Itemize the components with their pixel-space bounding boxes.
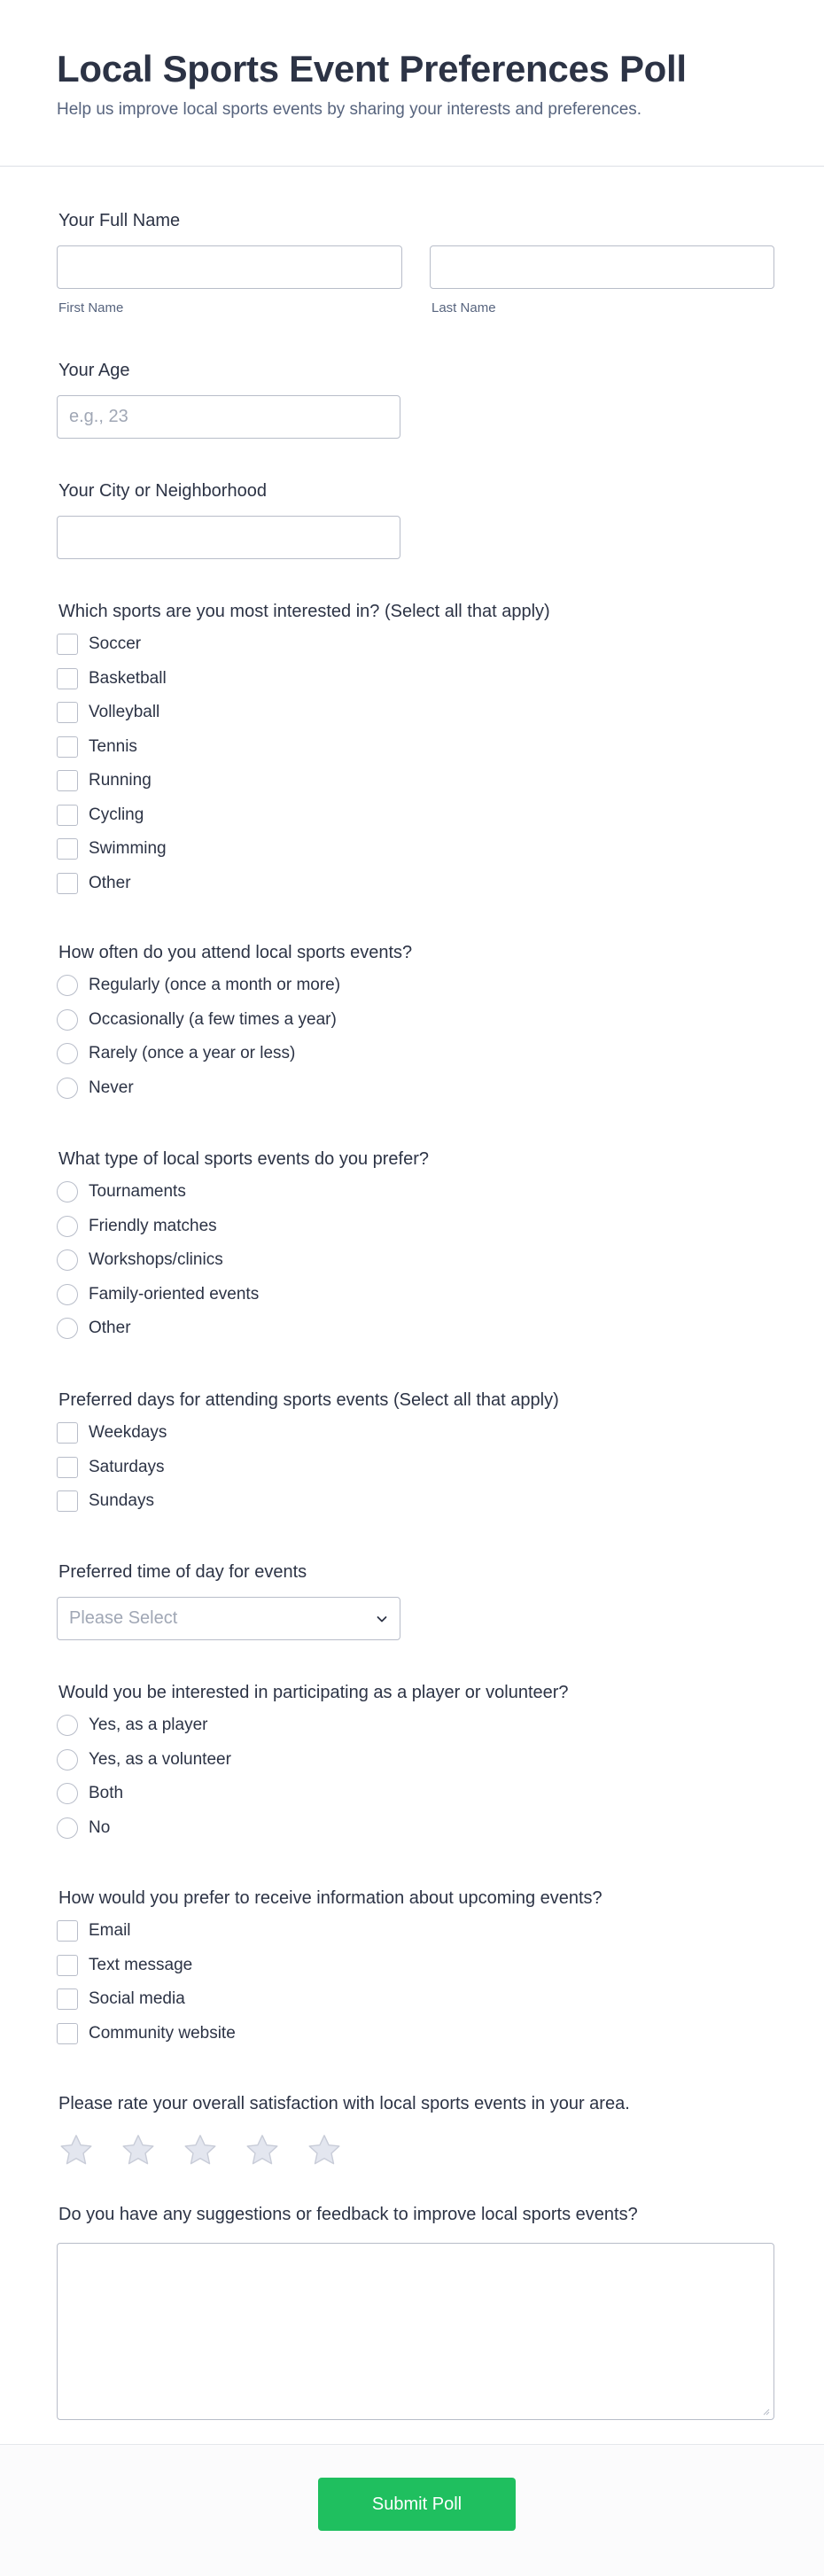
sports-option[interactable]: Tennis [57, 730, 774, 765]
checkbox[interactable] [57, 873, 78, 894]
radio-button[interactable] [57, 1284, 78, 1305]
city-field [57, 480, 774, 559]
days-option[interactable]: Sundays [57, 1484, 774, 1519]
submit-button[interactable]: Submit Poll [318, 2478, 516, 2531]
checkbox[interactable] [57, 2023, 78, 2044]
sports-options [57, 627, 774, 900]
checkbox[interactable] [57, 702, 78, 723]
age-label: Your Age [58, 361, 130, 380]
suggestions-field [57, 2204, 774, 2420]
info-channel-option[interactable]: Social media [57, 1982, 774, 2017]
frequency-label: How often do you attend local sports events? [58, 943, 413, 962]
days-option[interactable]: Saturdays [57, 1451, 774, 1485]
event-type-option[interactable]: Tournaments [57, 1175, 774, 1210]
checkbox[interactable] [57, 736, 78, 758]
star-icon[interactable] [182, 2132, 219, 2169]
participation-option[interactable]: Both [57, 1777, 774, 1811]
checkbox[interactable] [57, 668, 78, 689]
frequency-option[interactable]: Rarely (once a year or less) [57, 1037, 774, 1071]
checkbox[interactable] [57, 1457, 78, 1478]
city-label: Your City or Neighborhood [58, 481, 267, 501]
sports-option[interactable]: Basketball [57, 662, 774, 697]
frequency-field [57, 942, 774, 1105]
sports-option[interactable]: Soccer [57, 627, 774, 662]
sports-option[interactable]: Swimming [57, 832, 774, 867]
info-channel-option[interactable]: Email [57, 1914, 774, 1949]
participation-option[interactable]: No [57, 1811, 774, 1846]
info-channel-option[interactable]: Community website [57, 2017, 774, 2051]
event-type-field [57, 1148, 774, 1346]
star-icon[interactable] [58, 2132, 95, 2169]
info-channel-label: How would you prefer to receive information about upcoming events? [58, 1888, 602, 1908]
rating-label: Please rate your overall satisfaction with local sports events in your area. [58, 2094, 630, 2113]
event-type-option[interactable]: Other [57, 1311, 774, 1346]
frequency-option[interactable]: Never [57, 1071, 774, 1106]
rating-field [57, 2093, 774, 2169]
event-type-option[interactable]: Family-oriented events [57, 1278, 774, 1312]
star-rating [57, 2132, 774, 2169]
checkbox[interactable] [57, 1955, 78, 1976]
days-options [57, 1416, 774, 1519]
radio-button[interactable] [57, 1216, 78, 1237]
days-label: Preferred days for attending sports events (Select all that apply) [58, 1390, 559, 1410]
info-channel-field [57, 1887, 774, 2051]
radio-button[interactable] [57, 1715, 78, 1736]
radio-button[interactable] [57, 975, 78, 996]
first-name-sublabel: First Name [58, 300, 124, 315]
time-of-day-field [57, 1561, 774, 1640]
frequency-option[interactable]: Regularly (once a month or more) [57, 969, 774, 1003]
radio-button[interactable] [57, 1817, 78, 1839]
sports-option[interactable]: Running [57, 764, 774, 798]
radio-button[interactable] [57, 1078, 78, 1099]
checkbox[interactable] [57, 770, 78, 791]
full-name-field [57, 210, 774, 315]
city-input[interactable] [57, 516, 400, 559]
star-icon[interactable] [120, 2132, 157, 2169]
radio-button[interactable] [57, 1783, 78, 1804]
star-icon[interactable] [244, 2132, 281, 2169]
chevron-down-icon [375, 1612, 389, 1626]
radio-button[interactable] [57, 1043, 78, 1064]
radio-button[interactable] [57, 1181, 78, 1202]
checkbox[interactable] [57, 1490, 78, 1512]
frequency-options [57, 969, 774, 1105]
event-type-option[interactable]: Friendly matches [57, 1210, 774, 1244]
info-channel-options [57, 1914, 774, 2051]
radio-button[interactable] [57, 1249, 78, 1271]
form-header [0, 0, 824, 167]
page-title: Local Sports Event Preferences Poll [57, 48, 687, 89]
sports-label: Which sports are you most interested in? (Select all that apply) [58, 602, 550, 621]
page-subtitle: Help us improve local sports events by sharing your interests and preferences. [57, 100, 642, 119]
age-field [57, 360, 774, 439]
participation-field [57, 1682, 774, 1845]
checkbox[interactable] [57, 805, 78, 826]
last-name-sublabel: Last Name [431, 300, 496, 315]
days-field [57, 1389, 774, 1519]
event-type-option[interactable]: Workshops/clinics [57, 1243, 774, 1278]
checkbox[interactable] [57, 838, 78, 860]
radio-button[interactable] [57, 1749, 78, 1771]
sports-option[interactable]: Other [57, 867, 774, 901]
checkbox[interactable] [57, 1920, 78, 1942]
info-channel-option[interactable]: Text message [57, 1949, 774, 1983]
select-placeholder: Please Select [69, 1608, 178, 1628]
suggestions-label: Do you have any suggestions or feedback to improve local sports events? [58, 2205, 638, 2224]
checkbox[interactable] [57, 1422, 78, 1444]
sports-option[interactable]: Volleyball [57, 696, 774, 730]
last-name-input[interactable] [430, 245, 774, 289]
days-option[interactable]: Weekdays [57, 1416, 774, 1451]
radio-button[interactable] [57, 1318, 78, 1339]
participation-label: Would you be interested in participating as a player or volunteer? [58, 1683, 569, 1702]
full-name-label: Your Full Name [58, 211, 181, 230]
first-name-input[interactable] [57, 245, 402, 289]
checkbox[interactable] [57, 634, 78, 655]
event-type-options [57, 1175, 774, 1346]
radio-button[interactable] [57, 1009, 78, 1031]
star-icon[interactable] [306, 2132, 343, 2169]
suggestions-textarea[interactable] [57, 2243, 774, 2420]
sports-field [57, 601, 774, 900]
sports-option[interactable]: Cycling [57, 798, 774, 833]
resize-handle-icon[interactable] [761, 2407, 770, 2416]
participation-option[interactable]: Yes, as a player [57, 1708, 774, 1743]
checkbox[interactable] [57, 1988, 78, 2010]
time-of-day-label: Preferred time of day for events [58, 1562, 307, 1582]
form-footer [0, 2444, 824, 2576]
participation-options [57, 1708, 774, 1845]
event-type-label: What type of local sports events do you prefer? [58, 1149, 429, 1169]
participation-option[interactable]: Yes, as a volunteer [57, 1743, 774, 1778]
frequency-option[interactable]: Occasionally (a few times a year) [57, 1003, 774, 1038]
age-input[interactable]: e.g., 23 [57, 395, 400, 439]
time-of-day-select[interactable] [57, 1597, 400, 1640]
